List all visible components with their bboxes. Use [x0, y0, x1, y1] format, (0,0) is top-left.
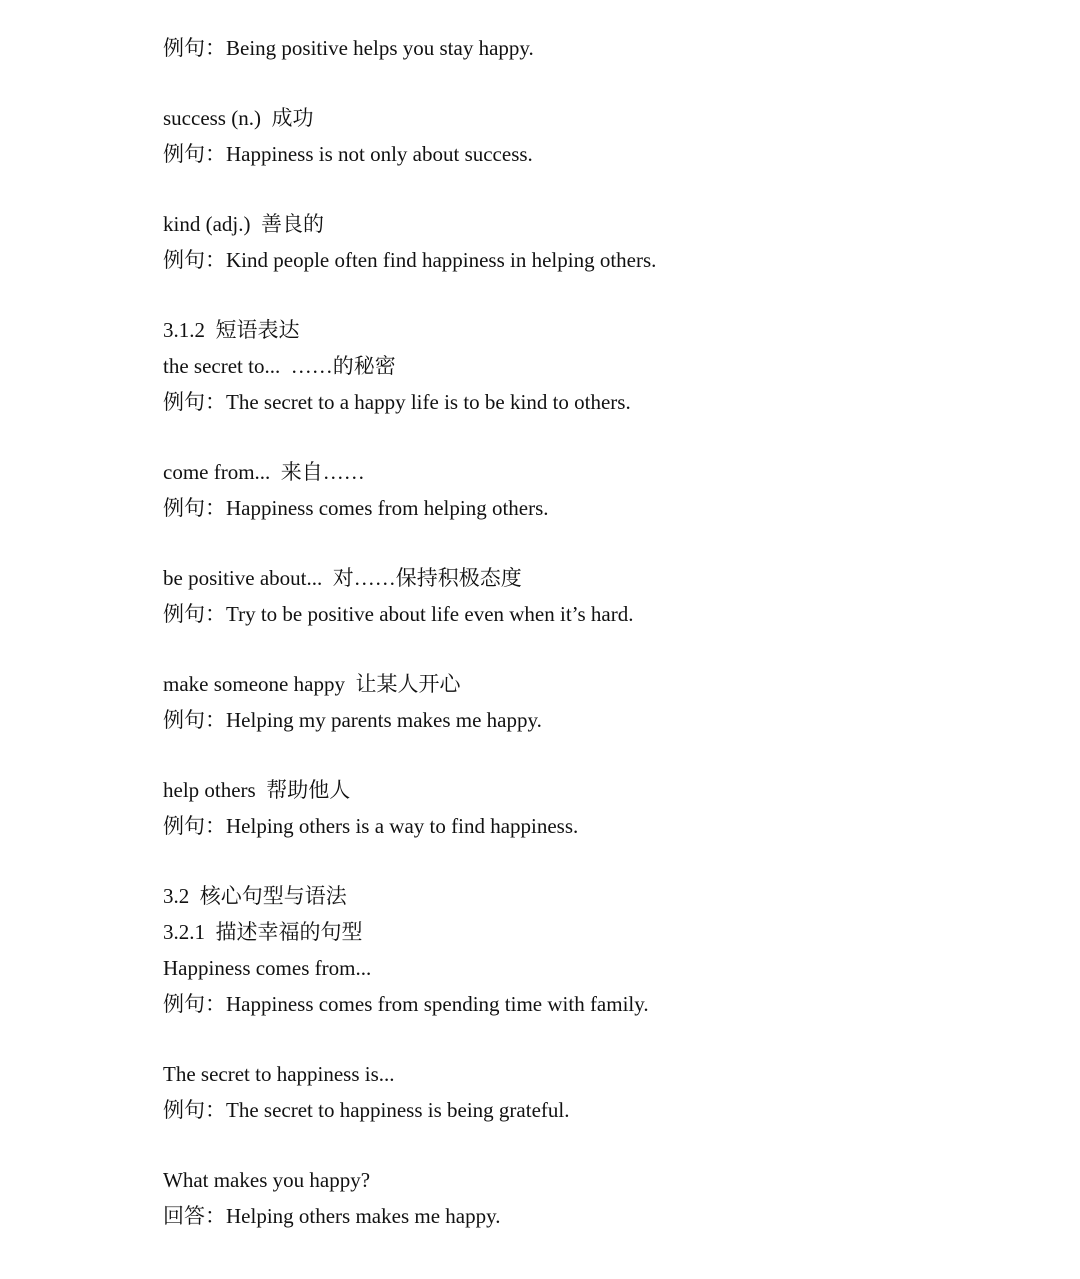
example-sentence: 例句：The secret to a happy life is to be kind to others.: [163, 390, 631, 414]
example-sentence: 例句：Try to be positive about life even when it’s hard.: [163, 602, 634, 626]
example-sentence: 例句：Happiness comes from spending time with family.: [163, 992, 649, 1016]
example-sentence: 例句：Helping others is a way to find happiness.: [163, 814, 579, 838]
blank-line: [163, 1128, 1043, 1162]
phrase-entry: come from... 来自……: [163, 460, 365, 484]
section-heading: 3.1.2 短语表达: [163, 318, 300, 342]
example-sentence: 例句：Kind people often find happiness in helping others.: [163, 248, 657, 272]
vocab-entry: kind (adj.) 善良的: [163, 212, 324, 236]
sentence-pattern: Happiness comes from...: [163, 956, 372, 980]
subsection-heading: 3.2.1 描述幸福的句型: [163, 920, 363, 944]
phrase-entry: make someone happy 让某人开心: [163, 672, 461, 696]
phrase-entry: the secret to... ……的秘密: [163, 354, 396, 378]
example-sentence: 例句：The secret to happiness is being grateful.: [163, 1098, 570, 1122]
blank-line: [163, 844, 1043, 878]
example-sentence: 例句：Happiness is not only about success.: [163, 142, 533, 166]
document-page: [163, 30, 1043, 1234]
example-sentence: 例句：Helping my parents makes me happy.: [163, 708, 542, 732]
blank-line: [163, 1022, 1043, 1056]
vocab-entry: success (n.) 成功: [163, 106, 314, 130]
example-sentence: 例句：Happiness comes from helping others.: [163, 496, 549, 520]
blank-line: [163, 632, 1043, 666]
blank-line: [163, 66, 1043, 100]
section-heading: 3.2 核心句型与语法: [163, 884, 347, 908]
phrase-entry: be positive about... 对……保持积极态度: [163, 566, 522, 590]
blank-line: [163, 278, 1043, 312]
sentence-pattern: The secret to happiness is...: [163, 1062, 395, 1086]
blank-line: [163, 738, 1043, 772]
blank-line: [163, 420, 1043, 454]
phrase-entry: help others 帮助他人: [163, 778, 351, 802]
blank-line: [163, 526, 1043, 560]
sentence-pattern: What makes you happy?: [163, 1168, 371, 1192]
blank-line: [163, 172, 1043, 206]
example-sentence: 例句：Being positive helps you stay happy.: [163, 36, 534, 60]
answer-sentence: 回答：Helping others makes me happy.: [163, 1204, 501, 1228]
